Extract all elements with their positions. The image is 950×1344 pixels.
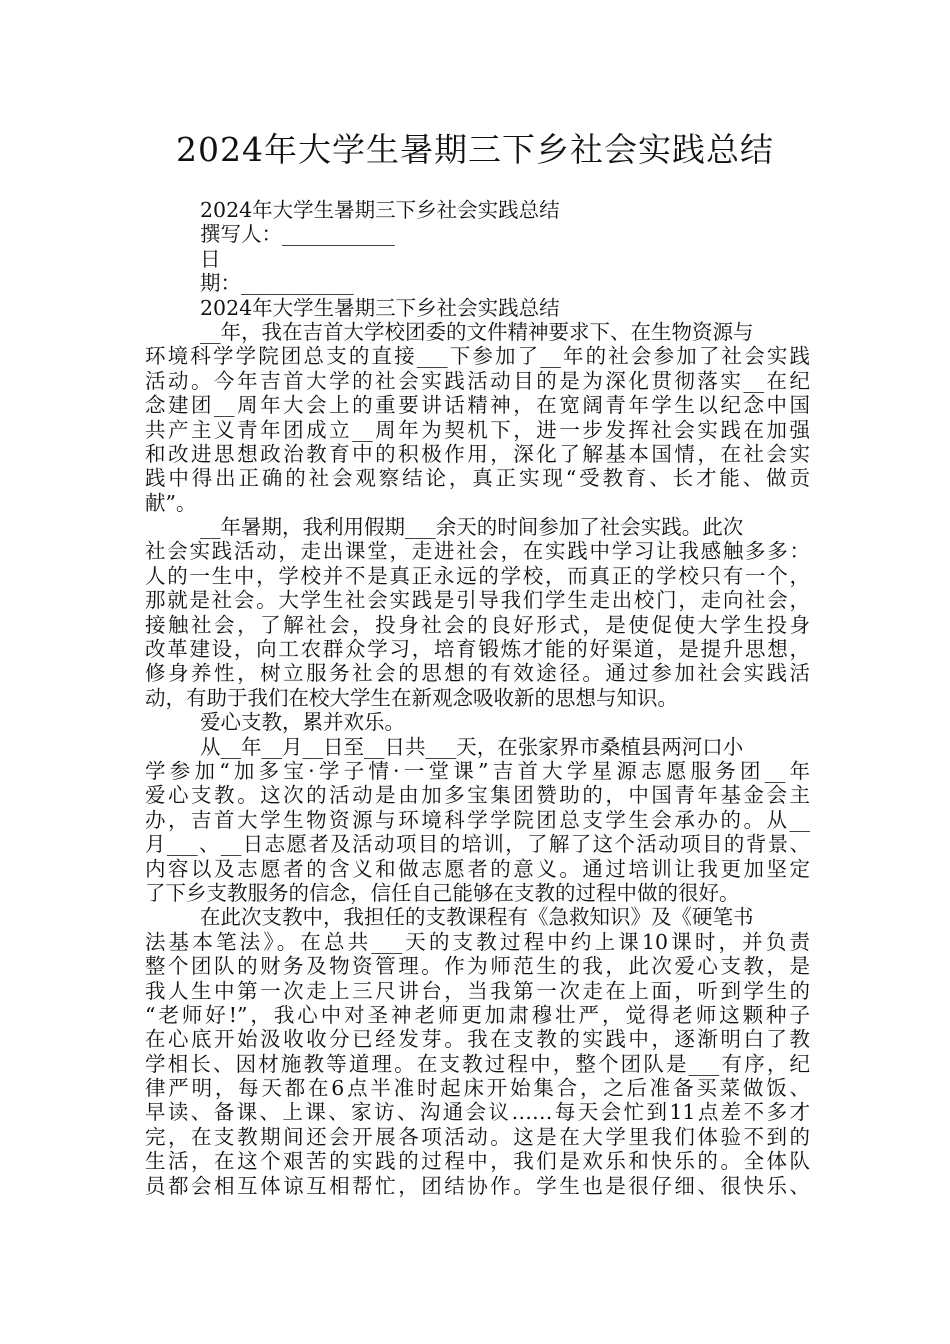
paragraph-line: 践中得出正确的社会观察结论，真正实现“受教育、长才能、做贡 [145, 466, 810, 491]
paragraph-line: 我人生中第一次走上三尺讲台，当我第一次走在上面，听到学生的 [145, 978, 810, 1003]
paragraph-line: 了下乡支教服务的信念，信任自己能够在支教的过程中做的很好。 [145, 880, 740, 905]
paragraph-line: 共产主义青年团成立__周年为契机下，进一步发挥社会实践在加强 [145, 417, 810, 442]
paragraph-line: 修身养性，树立服务社会的思想的有效途径。通过参加社会实践活 [145, 661, 810, 686]
author-line: 撰写人：___________ [200, 222, 395, 247]
paragraph-line: 活动。今年吉首大学的社会实践活动目的是为深化贯彻落实__在纪 [145, 368, 810, 393]
paragraph-line: “老师好!”，我心中对圣神老师更加肃穆壮严，觉得老师这颗种子 [145, 1002, 810, 1027]
paragraph-line: __年，我在吉首大学校团委的文件精神要求下、在生物资源与 [200, 319, 754, 344]
paragraph-line: 员都会相互体谅互相帮忙，团结协作。学生也是很仔细、很快乐、 [145, 1173, 810, 1198]
paragraph-line: 人的一生中，学校并不是真正永远的学校，而真正的学校只有一个， [145, 563, 810, 588]
paragraph-line: 和改进思想政治教育中的积极作用，深化了解基本国情，在社会实 [145, 441, 810, 466]
paragraph-line: 办，吉首大学生物资源与环境科学学院团总支学生会承办的。从__ [145, 807, 810, 832]
paragraph-line: 那就是社会。大学生社会实践是引导我们学生走出校门，走向社会， [145, 588, 810, 613]
repeat-title: 2024年大学生暑期三下乡社会实践总结 [200, 295, 560, 320]
paragraph-line: 律严明，每天都在6点半准时起床开始集合，之后准备买菜做饭、 [145, 1076, 810, 1101]
paragraph-line: 爱心支教。这次的活动是由加多宝集团赞助的，中国青年基金会主 [145, 783, 810, 808]
paragraph-line: 接触社会，了解社会，投身社会的良好形式，是使促使大学生投身 [145, 612, 810, 637]
paragraph-line: 学相长、因材施教等道理。在支教过程中，整个团队是___有序，纪 [145, 1051, 810, 1076]
paragraph-line: 动，有助于我们在校大学生在新观念吸收新的思想与知识。 [145, 685, 678, 710]
paragraph-line: 内容以及志愿者的含义和做志愿者的意义。通过培训让我更加坚定 [145, 856, 810, 881]
paragraph-line: 月___、__日志愿者及活动项目的培训，了解了这个活动项目的背景、 [145, 832, 810, 857]
header-subtitle: 2024年大学生暑期三下乡社会实践总结 [200, 198, 560, 222]
document-title: 2024年大学生暑期三下乡社会实践总结 [176, 130, 774, 169]
section-heading: 爱心支教，累并欢乐。 [200, 710, 405, 735]
paragraph-line: 在此次支教中，我担任的支教课程有《急救知识》及《硬笔书 [200, 905, 754, 930]
paragraph-line: 早读、备课、上课、家访、沟通会议……每天会忙到11点差不多才 [145, 1100, 810, 1125]
paragraph-line: 献”。 [145, 490, 197, 515]
document-body [145, 198, 810, 1198]
paragraph-line: 法基本笔法》。在总共___天的支教过程中约上课10课时，并负责 [145, 929, 810, 954]
date-line-1: 日 [200, 246, 221, 271]
paragraph-line: 完，在支教期间还会开展各项活动。这是在大学里我们体验不到的 [145, 1124, 810, 1149]
paragraph-line: 社会实践活动，走出课堂，走进社会，在实践中学习让我感触多多： [145, 539, 810, 564]
paragraph-line: 在心底开始汲收收分已经发芽。我在支教的实践中，逐渐明白了教 [145, 1027, 810, 1052]
paragraph-line: 生活，在这个艰苦的实践的过程中，我们是欢乐和快乐的。全体队 [145, 1149, 810, 1174]
date-line-2: 期：___________ [200, 271, 354, 296]
paragraph-line: 学参加“加多宝·学子情·一堂课”吉首大学星源志愿服务团__年 [145, 758, 810, 783]
paragraph-line: 从__年__月__日至__日共___天，在张家界市桑植县两河口小 [200, 734, 744, 759]
paragraph-line: 改革建设，向工农群众学习，培育锻炼才能的好渠道，是提升思想， [145, 637, 810, 662]
paragraph-line: 环境科学学院团总支的直接___下参加了__年的社会参加了社会实践 [145, 344, 810, 369]
paragraph-line: 念建团__周年大会上的重要讲话精神，在宽阔青年学生以纪念中国 [145, 393, 810, 418]
paragraph-line: __年暑期，我利用假期___余天的时间参加了社会实践。此次 [200, 515, 744, 540]
paragraph-line: 整个团队的财务及物资管理。作为师范生的我，此次爱心支教，是 [145, 954, 810, 979]
